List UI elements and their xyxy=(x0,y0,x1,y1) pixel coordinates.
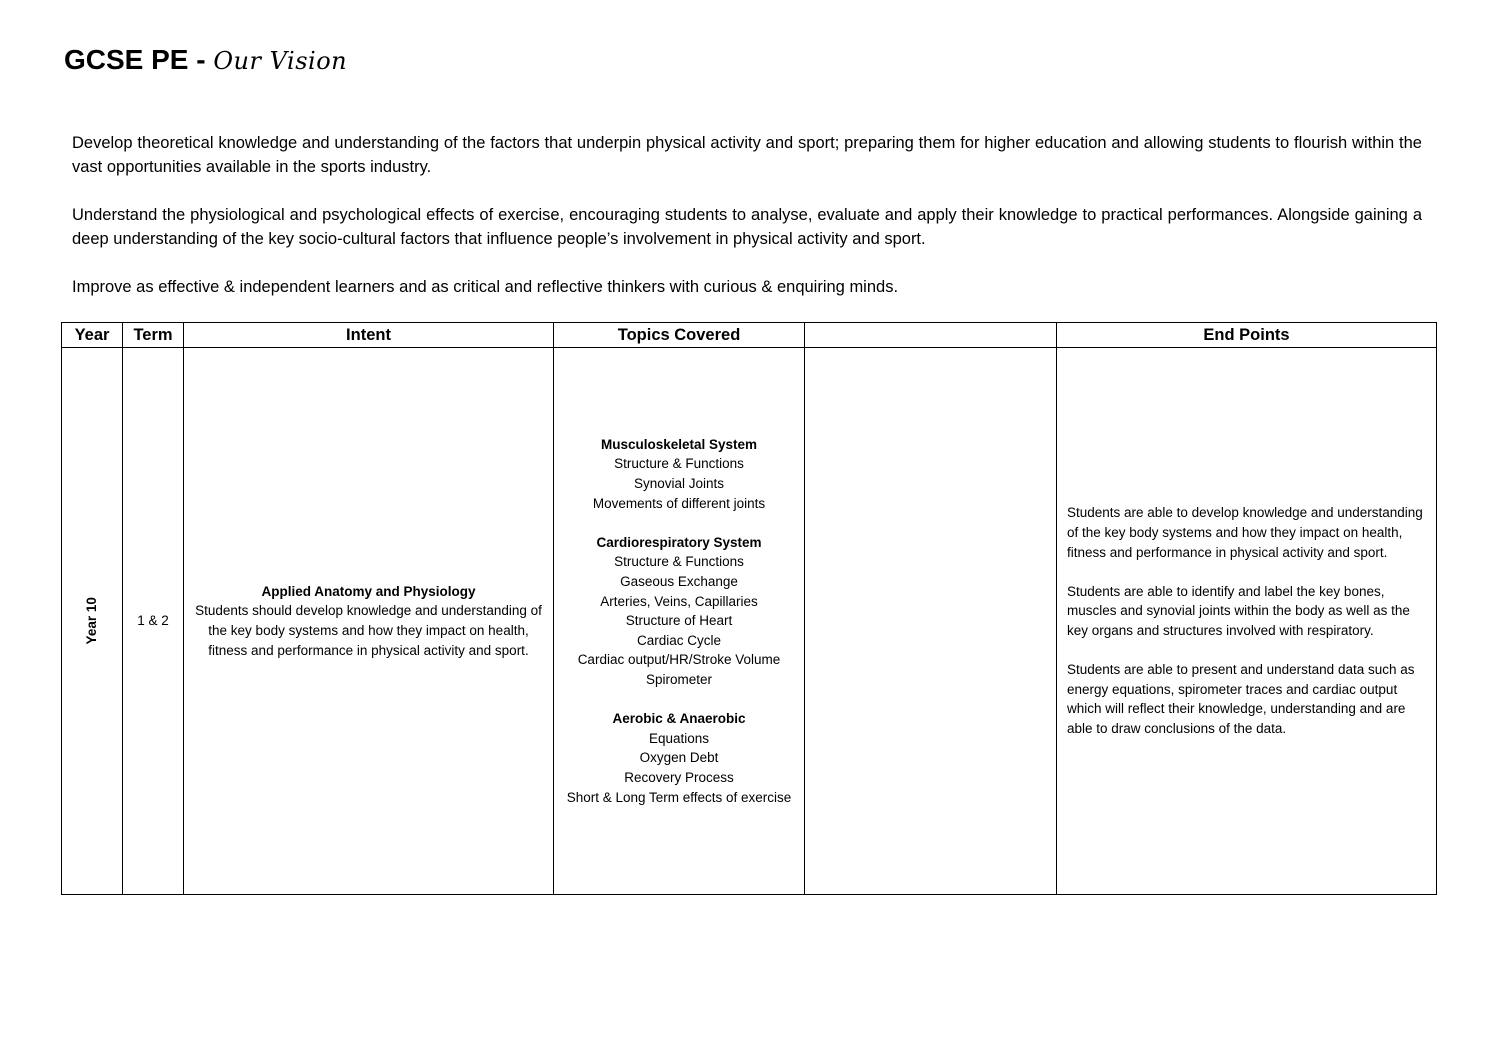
topic-item: Cardiac Cycle xyxy=(636,632,722,648)
end-point-paragraph: Students are able to develop knowledge and understanding of the key body systems and how they impact on health, fitness and performance in physical activity and sport. xyxy=(1067,505,1423,560)
term-cell: 1 & 2 xyxy=(123,348,184,895)
topic-item: Structure & Functions xyxy=(614,554,744,570)
header-end-points: End Points xyxy=(1057,323,1437,348)
header-term: Term xyxy=(123,323,184,348)
end-points-cell xyxy=(1057,348,1437,895)
topic-group-musculoskeletal xyxy=(564,435,794,513)
topic-item: Gaseous Exchange xyxy=(620,574,738,590)
end-point-paragraph: Students are able to present and understand data such as energy equations, spirometer traces and cardiac output which will reflect their knowledge, understanding and are able to draw conclusions of the data. xyxy=(1067,662,1415,736)
header-blank xyxy=(805,323,1057,348)
vision-paragraph: Improve as effective & independent learners and as critical and reflective thinkers with curious & enquiring minds. xyxy=(72,278,899,296)
topic-heading: Aerobic & Anaerobic xyxy=(612,711,746,727)
table-row xyxy=(62,348,1437,895)
topic-item: Spirometer xyxy=(645,671,713,687)
intent-body: Students should develop knowledge and understanding of the key body systems and how they impact on health, fitness and performance in physical activity and sport. xyxy=(195,603,542,658)
header-intent: Intent xyxy=(184,323,554,348)
year-cell xyxy=(62,348,123,895)
topic-heading: Musculoskeletal System xyxy=(600,436,758,452)
topic-item: Short & Long Term effects of exercise xyxy=(566,789,792,805)
topics-cell xyxy=(554,348,805,895)
header-topics: Topics Covered xyxy=(554,323,805,348)
intent-heading: Applied Anatomy and Physiology xyxy=(261,583,476,599)
topic-item: Structure & Functions xyxy=(614,456,744,472)
topic-item: Cardiac output/HR/Stroke Volume xyxy=(577,652,781,668)
topic-group-aerobic-anaerobic xyxy=(564,709,794,807)
page-title xyxy=(64,40,347,81)
topic-item: Synovial Joints xyxy=(633,476,725,492)
header-year: Year xyxy=(62,323,123,348)
curriculum-table xyxy=(61,322,1437,895)
topic-item: Movements of different joints xyxy=(592,495,766,511)
year-label: Year 10 xyxy=(84,597,100,645)
topic-item: Recovery Process xyxy=(624,769,734,785)
table-header-row xyxy=(62,323,1437,348)
topic-heading: Cardiorespiratory System xyxy=(596,534,762,550)
intent-cell xyxy=(184,348,554,895)
topic-group-cardiorespiratory xyxy=(564,533,794,690)
title-script: Our Vision xyxy=(213,47,348,75)
topic-item: Equations xyxy=(648,730,710,746)
topic-item: Structure of Heart xyxy=(625,613,733,629)
blank-cell xyxy=(805,348,1057,895)
title-main: GCSE PE - xyxy=(64,44,214,75)
topic-item: Oxygen Debt xyxy=(639,750,719,766)
vision-statement xyxy=(72,131,1422,299)
topic-item: Arteries, Veins, Capillaries xyxy=(600,593,758,609)
end-point-paragraph: Students are able to identify and label the key bones, muscles and synovial joints within the body as well as the key organs and structures involved with respiratory. xyxy=(1067,583,1410,638)
vision-paragraph: Understand the physiological and psychological effects of exercise, encouraging students to analyse, evaluate and apply their knowledge to practical performances. Alongside gaining a deep understanding of the key socio-cultural factors that influence people’s involvement in physical activity and sport. xyxy=(72,206,1422,248)
vision-paragraph: Develop theoretical knowledge and understanding of the factors that underpin physical activity and sport; preparing them for higher education and allowing students to flourish within the vast opportunities available in the sports industry. xyxy=(72,134,1422,176)
